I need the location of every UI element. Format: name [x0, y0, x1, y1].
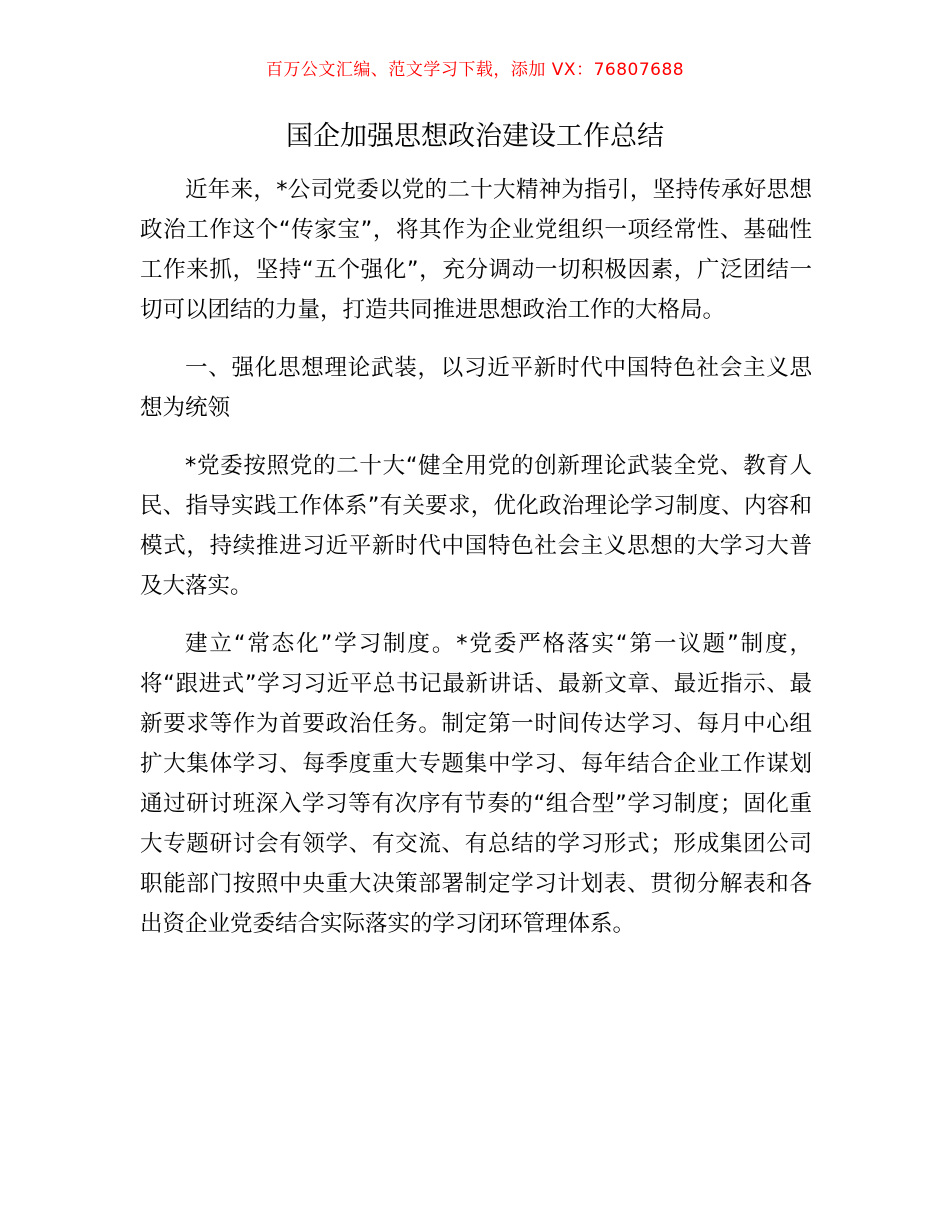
header-watermark-note: 百万公文汇编、范文学习下载，添加 VX：76807688 [265, 60, 685, 80]
document-body [140, 170, 812, 944]
section-heading-1: 一、强化思想理论武装，以习近平新时代中国特色社会主义思想为统领 [140, 355, 812, 421]
paragraph-intro: 近年来，*公司党委以党的二十大精神为指引，坚持传承好思想政治工作这个“传家宝”，将其作为企业党组织一项经常性、基础性工作来抓，坚持“五个强化”，充分调动一切积极因素，广泛团结一切可以团结的力量，打造共同推进思想政治工作的大格局。 [140, 177, 812, 323]
paragraph-study-system: 建立“常态化”学习制度。*党委严格落实“第一议题”制度，将“跟进式”学习习近平总书记最新讲话、最新文章、最近指示、最新要求等作为首要政治任务。制定第一时间传达学习、每月中心组扩大集体学习、每季度重大专题集中学习、每年结合企业工作谋划通过研讨班深入学习等有次序有节奏的“组合型”学习制度；固化重大专题研讨会有领学、有交流、有总结的学习形式；形成集团公司职能部门按照中央重大决策部署制定学习计划表、贯彻分解表和各出资企业党委结合实际落实的学习闭环管理体系。 [140, 631, 812, 937]
paragraph-section-1: *党委按照党的二十大“健全用党的创新理论武装全党、教育人民、指导实践工作体系”有关要求，优化政治理论学习制度、内容和模式，持续推进习近平新时代中国特色社会主义思想的大学习大普及大落实。 [140, 453, 812, 599]
document-title: 国企加强思想政治建设工作总结 [286, 121, 664, 152]
